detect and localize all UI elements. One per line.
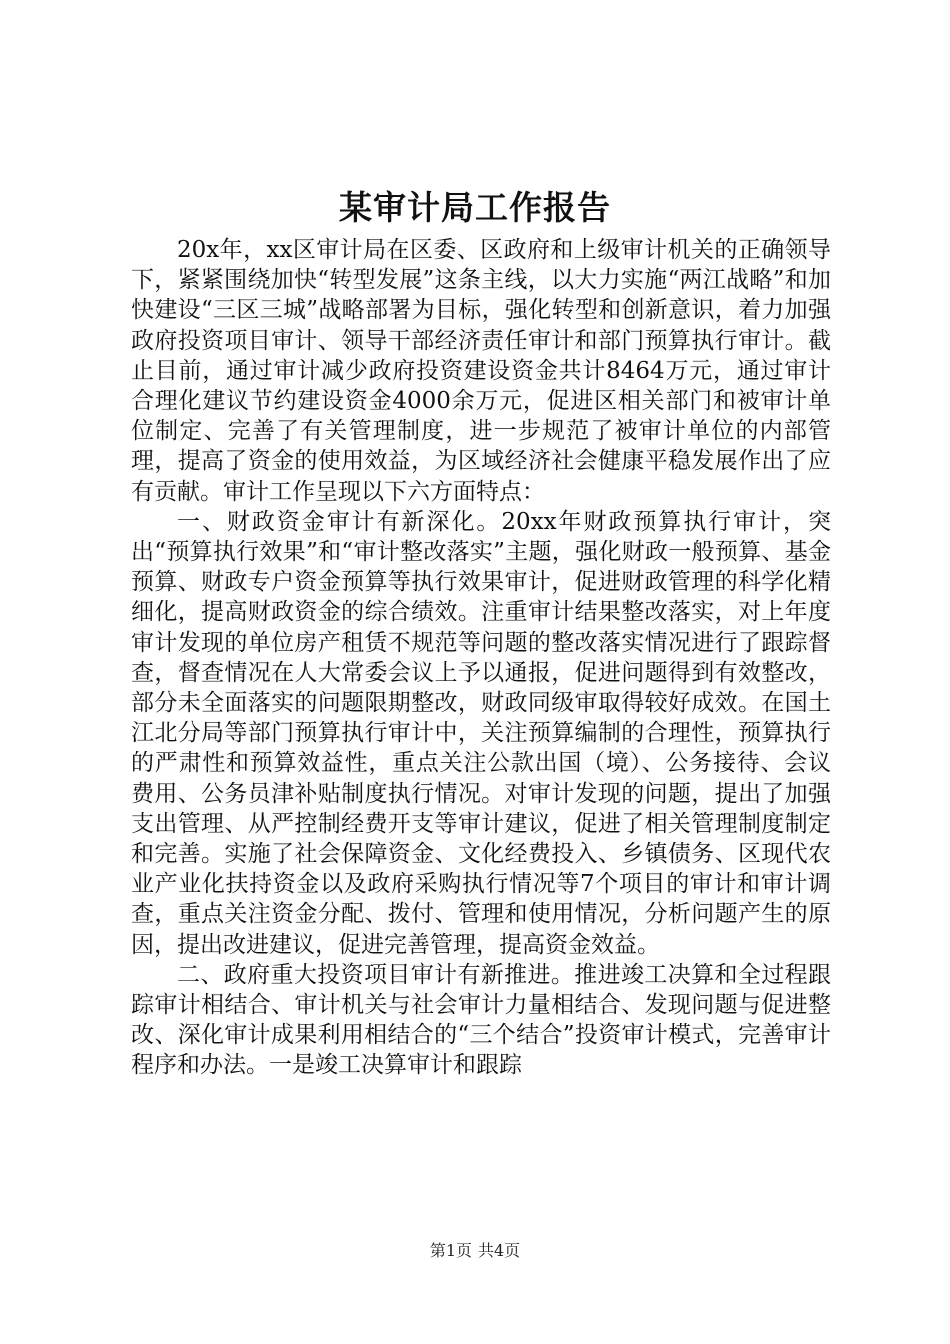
- paragraph-intro: 20x年，xx区审计局在区委、区政府和上级审计机关的正确领导下，紧紧围绕加快“转型发展”这条主线，以大力实施“两江战略”和加快建设“三区三城”战略部署为目标，强化转型和创新意识，着力加强政府投资项目审计、领导干部经济责任审计和部门预算执行审计。截止目前，通过审计减少政府投资建设资金共计8464万元，通过审计合理化建议节约建设资金4000余万元，促进区相关部门和被审计单位制定、完善了有关管理制度，进一步规范了被审计单位的内部管理，提高了资金的使用效益，为区域经济社会健康平稳发展作出了应有贡献。审计工作呈现以下六方面特点：: [131, 237, 831, 505]
- page-number: 第1页: [429, 1241, 472, 1260]
- paragraph-fiscal-audit: 一、财政资金审计有新深化。20xx年财政预算执行审计，突出“预算执行效果”和“审计整改落实”主题，强化财政一般预算、基金预算、财政专户资金预算等执行效果审计，促进财政管理的科学化精细化，提高财政资金的综合绩效。注重审计结果整改落实，对上年度审计发现的单位房产租赁不规范等问题的整改落实情况进行了跟踪督查，督查情况在人大常委会议上予以通报，促进问题得到有效整改，部分未全面落实的问题限期整改，财政同级审取得较好成效。在国土江北分局等部门预算执行审计中，关注预算编制的合理性，预算执行的严肃性和预算效益性，重点关注公款出国（境）、公务接待、会议费用、公务员津补贴制度执行情况。对审计发现的问题，提出了加强支出管理、从严控制经费开支等审计建议，促进了相关管理制度制定和完善。实施了社会保障资金、文化经费投入、乡镇债务、区现代农业产业化扶持资金以及政府采购执行情况等7个项目的审计和审计调查，重点关注资金分配、拨付、管理和使用情况，分析问题产生的原因，提出改进建议，促进完善管理，提高资金效益。: [131, 508, 831, 958]
- document-title: 某审计局工作报告: [339, 188, 611, 227]
- page-footer: [0, 1241, 950, 1261]
- page-total: 共4页: [478, 1241, 521, 1260]
- paragraph-investment-audit: 二、政府重大投资项目审计有新推进。推进竣工决算和全过程跟踪审计相结合、审计机关与社会审计力量相结合、发现问题与促进整改、深化审计成果利用相结合的“三个结合”投资审计模式，完善审计程序和办法。一是竣工决算审计和跟踪: [131, 961, 831, 1079]
- document-body: [131, 235, 831, 1081]
